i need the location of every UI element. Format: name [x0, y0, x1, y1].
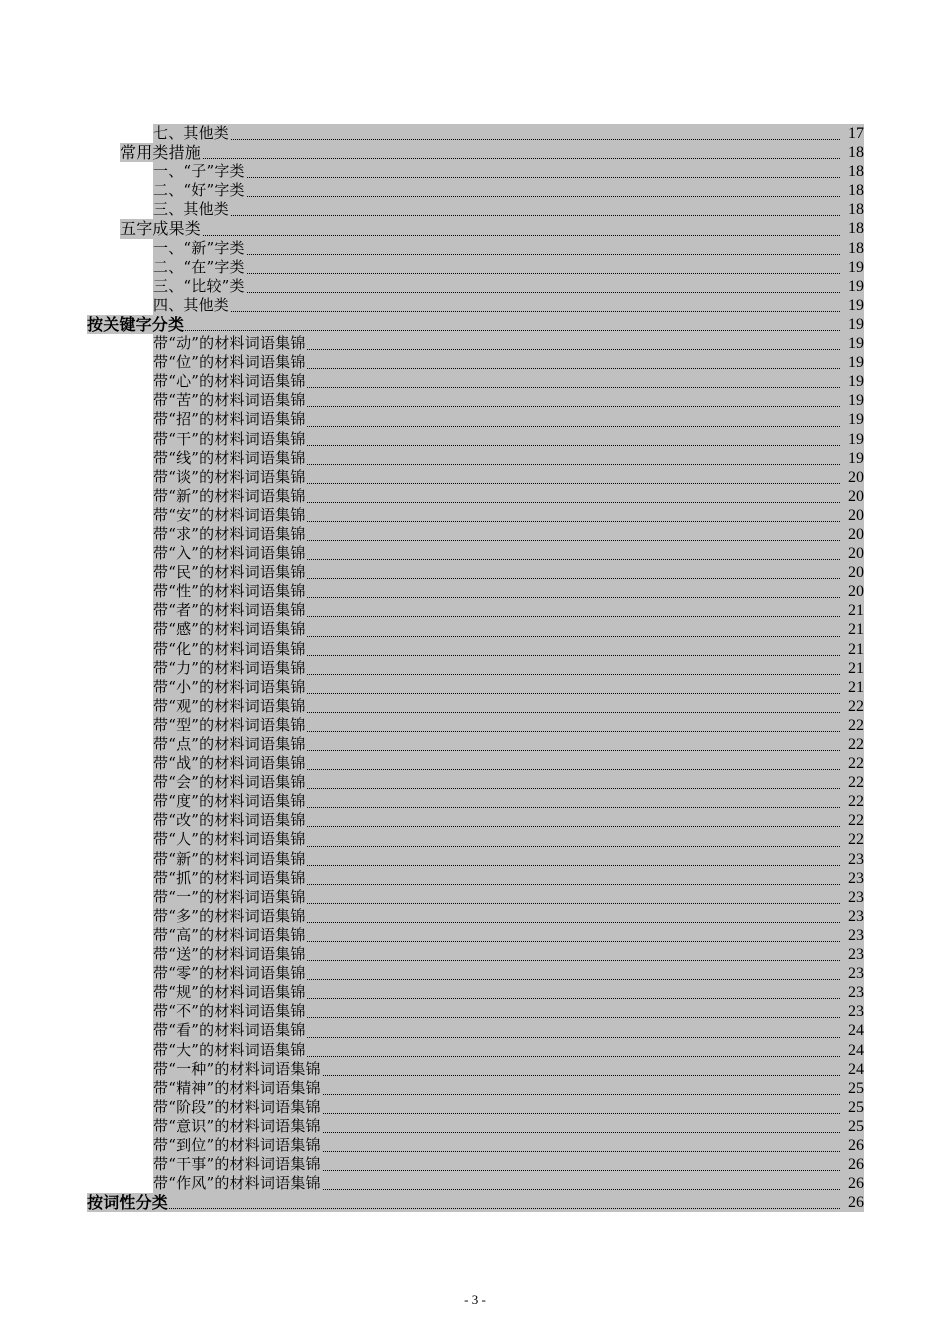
- toc-entry-page: 23: [848, 869, 864, 887]
- toc-entry-label: 带“精神”的材料词语集锦: [153, 1078, 321, 1097]
- toc-entry[interactable]: [0, 1117, 950, 1136]
- toc-entry-page: 19: [848, 315, 864, 333]
- toc-entry[interactable]: [0, 525, 950, 544]
- toc-entry-label: 带“位”的材料词语集锦: [153, 353, 306, 372]
- toc-entry-label: 带“求”的材料词语集锦: [153, 524, 306, 543]
- toc-entry-label: 带“不”的材料词语集锦: [153, 1002, 306, 1021]
- toc-entry-page: 20: [848, 583, 864, 601]
- toc-entry[interactable]: [0, 391, 950, 410]
- toc-entry-page: 20: [848, 525, 864, 543]
- toc-entry-page: 19: [848, 296, 864, 314]
- toc-entry-label: 带“干”的材料词语集锦: [153, 429, 306, 448]
- toc-entry[interactable]: [0, 372, 950, 391]
- toc-entry-label: 五字成果类: [120, 219, 202, 239]
- dot-leader: [153, 215, 840, 216]
- dot-leader: [153, 254, 840, 255]
- toc-entry[interactable]: [0, 544, 950, 563]
- toc-entry[interactable]: [0, 926, 950, 945]
- toc-entry-label: 带“作风”的材料词语集锦: [153, 1174, 321, 1193]
- toc-entry[interactable]: [0, 945, 950, 964]
- toc-entry-page: 26: [848, 1156, 864, 1174]
- toc-entry-page: 22: [848, 793, 864, 811]
- toc-entry-page: 21: [848, 602, 864, 620]
- toc-entry-page: 19: [848, 277, 864, 295]
- toc-entry-label: 带“一种”的材料词语集锦: [153, 1059, 321, 1078]
- dot-leader: [153, 273, 840, 274]
- toc-entry[interactable]: [0, 124, 950, 143]
- toc-entry[interactable]: [0, 888, 950, 907]
- dot-leader: [153, 292, 840, 293]
- toc-entry-label: 按词性分类: [87, 1193, 169, 1213]
- toc-entry[interactable]: [0, 410, 950, 429]
- toc-entry-page: 19: [848, 430, 864, 448]
- toc-entry[interactable]: [0, 162, 950, 181]
- toc-entry-label: 二、“在”字类: [153, 257, 245, 276]
- toc-entry-page: 18: [848, 163, 864, 181]
- toc-entry[interactable]: [0, 735, 950, 754]
- toc-entry-page: 19: [848, 411, 864, 429]
- toc-entry-page: 19: [848, 335, 864, 353]
- toc-entry-label: 带“到位”的材料词语集锦: [153, 1135, 321, 1154]
- toc-entry-page: 22: [848, 812, 864, 830]
- toc-entry-label: 带“阶段”的材料词语集锦: [153, 1097, 321, 1116]
- toc-entry[interactable]: [0, 907, 950, 926]
- dot-leader: [120, 235, 840, 236]
- toc-entry-label: 一、“新”字类: [153, 238, 245, 257]
- toc-entry[interactable]: [0, 449, 950, 468]
- toc-entry-label: 带“意识”的材料词语集锦: [153, 1116, 321, 1135]
- toc-entry-page: 18: [848, 239, 864, 257]
- toc-entry[interactable]: [0, 181, 950, 200]
- toc-entry-label: 带“招”的材料词语集锦: [153, 410, 306, 429]
- toc-entry[interactable]: [0, 582, 950, 601]
- toc-entry-label: 带“入”的材料词语集锦: [153, 544, 306, 563]
- toc-entry[interactable]: [0, 830, 950, 849]
- toc-entry-label: 带“会”的材料词语集锦: [153, 773, 306, 792]
- toc-entry-label: 带“小”的材料词语集锦: [153, 677, 306, 696]
- toc-entry-page: 25: [848, 1079, 864, 1097]
- toc-entry[interactable]: [0, 983, 950, 1002]
- toc-entry[interactable]: [0, 601, 950, 620]
- toc-entry-label: 带“大”的材料词语集锦: [153, 1040, 306, 1059]
- toc-entry-label: 带“规”的材料词语集锦: [153, 983, 306, 1002]
- toc-entry-label: 带“高”的材料词语集锦: [153, 925, 306, 944]
- toc-entry-page: 19: [848, 373, 864, 391]
- toc-entry-label: 带“人”的材料词语集锦: [153, 830, 306, 849]
- toc-entry-page: 20: [848, 564, 864, 582]
- toc-entry[interactable]: [0, 850, 950, 869]
- toc-entry-page: 26: [848, 1175, 864, 1193]
- table-of-contents: [0, 124, 950, 1212]
- toc-entry[interactable]: [0, 620, 950, 639]
- toc-entry[interactable]: [0, 506, 950, 525]
- toc-entry-label: 带“改”的材料词语集锦: [153, 811, 306, 830]
- toc-entry-label: 带“多”的材料词语集锦: [153, 906, 306, 925]
- toc-entry[interactable]: [0, 296, 950, 315]
- toc-entry-label: 带“新”的材料词语集锦: [153, 486, 306, 505]
- toc-entry-page: 19: [848, 449, 864, 467]
- toc-entry[interactable]: [0, 487, 950, 506]
- toc-entry-page: 22: [848, 774, 864, 792]
- toc-entry[interactable]: [0, 430, 950, 449]
- dot-leader: [87, 330, 840, 331]
- toc-entry-page: 19: [848, 392, 864, 410]
- dot-leader: [87, 1208, 840, 1209]
- toc-entry-page: 18: [848, 144, 864, 162]
- toc-entry[interactable]: [0, 678, 950, 697]
- toc-entry-label: 一、“子”字类: [153, 162, 245, 181]
- toc-entry-label: 带“线”的材料词语集锦: [153, 448, 306, 467]
- toc-entry[interactable]: [0, 200, 950, 219]
- toc-entry[interactable]: [0, 964, 950, 983]
- toc-entry[interactable]: [0, 1041, 950, 1060]
- toc-entry-label: 带“动”的材料词语集锦: [153, 334, 306, 353]
- toc-entry[interactable]: [0, 468, 950, 487]
- toc-entry-page: 26: [848, 1136, 864, 1154]
- toc-entry-page: 20: [848, 468, 864, 486]
- toc-entry-label: 三、其他类: [153, 200, 230, 219]
- toc-entry-page: 23: [848, 926, 864, 944]
- toc-entry-page: 26: [848, 1194, 864, 1212]
- toc-entry[interactable]: [0, 1021, 950, 1040]
- toc-entry-page: 23: [848, 888, 864, 906]
- dot-leader: [120, 158, 840, 159]
- toc-entry[interactable]: [0, 334, 950, 353]
- toc-entry-label: 带“零”的材料词语集锦: [153, 964, 306, 983]
- toc-entry[interactable]: [0, 1060, 950, 1079]
- toc-entry[interactable]: [0, 1155, 950, 1174]
- toc-entry[interactable]: [0, 563, 950, 582]
- toc-entry[interactable]: [0, 792, 950, 811]
- dot-leader: [153, 177, 840, 178]
- toc-entry-page: 18: [848, 201, 864, 219]
- toc-entry-page: 24: [848, 1041, 864, 1059]
- toc-entry-page: 21: [848, 678, 864, 696]
- toc-entry-label: 按关键字分类: [87, 314, 185, 334]
- toc-entry[interactable]: [0, 1136, 950, 1155]
- toc-entry-label: 二、“好”字类: [153, 181, 245, 200]
- toc-entry-page: 22: [848, 697, 864, 715]
- toc-entry-label: 四、其他类: [153, 295, 230, 314]
- toc-entry-label: 带“度”的材料词语集锦: [153, 792, 306, 811]
- toc-entry-label: 带“新”的材料词语集锦: [153, 849, 306, 868]
- toc-entry-label: 带“性”的材料词语集锦: [153, 582, 306, 601]
- toc-entry[interactable]: [0, 716, 950, 735]
- toc-entry-label: 三、“比较”类: [153, 276, 245, 295]
- toc-entry[interactable]: [0, 811, 950, 830]
- toc-entry-page: 25: [848, 1098, 864, 1116]
- toc-entry[interactable]: [0, 659, 950, 678]
- toc-entry-page: 21: [848, 621, 864, 639]
- toc-entry[interactable]: [0, 1098, 950, 1117]
- toc-entry-page: 19: [848, 258, 864, 276]
- toc-entry-label: 带“心”的材料词语集锦: [153, 372, 306, 391]
- toc-entry[interactable]: [0, 239, 950, 258]
- toc-entry-page: 23: [848, 850, 864, 868]
- toc-entry-label: 带“一”的材料词语集锦: [153, 887, 306, 906]
- toc-entry-label: 带“观”的材料词语集锦: [153, 696, 306, 715]
- toc-entry-page: 21: [848, 640, 864, 658]
- toc-entry[interactable]: [0, 1079, 950, 1098]
- toc-entry-label: 带“抓”的材料词语集锦: [153, 868, 306, 887]
- toc-entry-page: 22: [848, 716, 864, 734]
- toc-entry[interactable]: [0, 1193, 950, 1212]
- toc-entry-label: 带“苦”的材料词语集锦: [153, 391, 306, 410]
- dot-leader: [153, 311, 840, 312]
- toc-entry[interactable]: [0, 869, 950, 888]
- toc-entry-page: 19: [848, 354, 864, 372]
- toc-entry-label: 带“安”的材料词语集锦: [153, 505, 306, 524]
- toc-entry-label: 带“者”的材料词语集锦: [153, 601, 306, 620]
- toc-entry[interactable]: [0, 1002, 950, 1021]
- dot-leader: [153, 139, 840, 140]
- toc-entry-page: 25: [848, 1117, 864, 1135]
- toc-entry[interactable]: [0, 754, 950, 773]
- toc-entry-page: 22: [848, 831, 864, 849]
- toc-entry[interactable]: [0, 773, 950, 792]
- toc-entry-page: 22: [848, 736, 864, 753]
- toc-entry-page: 20: [848, 545, 864, 563]
- toc-entry[interactable]: [0, 219, 950, 238]
- toc-entry-page: 18: [848, 182, 864, 200]
- toc-entry-label: 带“战”的材料词语集锦: [153, 754, 306, 773]
- dot-leader: [153, 196, 840, 197]
- toc-entry[interactable]: [0, 697, 950, 716]
- toc-entry[interactable]: [0, 640, 950, 659]
- toc-entry-label: 带“型”的材料词语集锦: [153, 715, 306, 734]
- toc-entry-page: 20: [848, 506, 864, 524]
- toc-entry-page: 20: [848, 487, 864, 505]
- toc-entry-page: 23: [848, 907, 864, 925]
- page-number-footer: - 3 -: [464, 1292, 486, 1307]
- toc-entry-label: 七、其他类: [153, 124, 230, 142]
- toc-entry-page: 24: [848, 1022, 864, 1040]
- toc-entry-page: 18: [848, 220, 864, 238]
- toc-entry-page: 23: [848, 1003, 864, 1021]
- toc-entry-label: 带“点”的材料词语集锦: [153, 735, 306, 753]
- toc-entry-label: 带“干事”的材料词语集锦: [153, 1155, 321, 1174]
- toc-entry-page: 21: [848, 659, 864, 677]
- toc-entry-label: 带“看”的材料词语集锦: [153, 1021, 306, 1040]
- toc-entry-page: 23: [848, 946, 864, 964]
- toc-entry-label: 常用类措施: [120, 143, 202, 163]
- toc-entry-label: 带“化”的材料词语集锦: [153, 639, 306, 658]
- toc-entry-label: 带“民”的材料词语集锦: [153, 563, 306, 582]
- toc-entry-label: 带“送”的材料词语集锦: [153, 945, 306, 964]
- toc-entry-label: 带“谈”的材料词语集锦: [153, 467, 306, 486]
- toc-entry-page: 17: [848, 125, 864, 142]
- toc-entry[interactable]: [0, 277, 950, 296]
- toc-entry-label: 带“感”的材料词语集锦: [153, 620, 306, 639]
- toc-entry[interactable]: [0, 258, 950, 277]
- toc-entry-label: 带“力”的材料词语集锦: [153, 658, 306, 677]
- toc-entry-page: 23: [848, 965, 864, 983]
- toc-entry[interactable]: [0, 143, 950, 162]
- toc-entry-page: 23: [848, 984, 864, 1002]
- toc-entry-page: 22: [848, 755, 864, 773]
- toc-entry[interactable]: [0, 315, 950, 334]
- toc-entry[interactable]: [0, 353, 950, 372]
- toc-entry-page: 24: [848, 1060, 864, 1078]
- toc-entry[interactable]: [0, 1174, 950, 1193]
